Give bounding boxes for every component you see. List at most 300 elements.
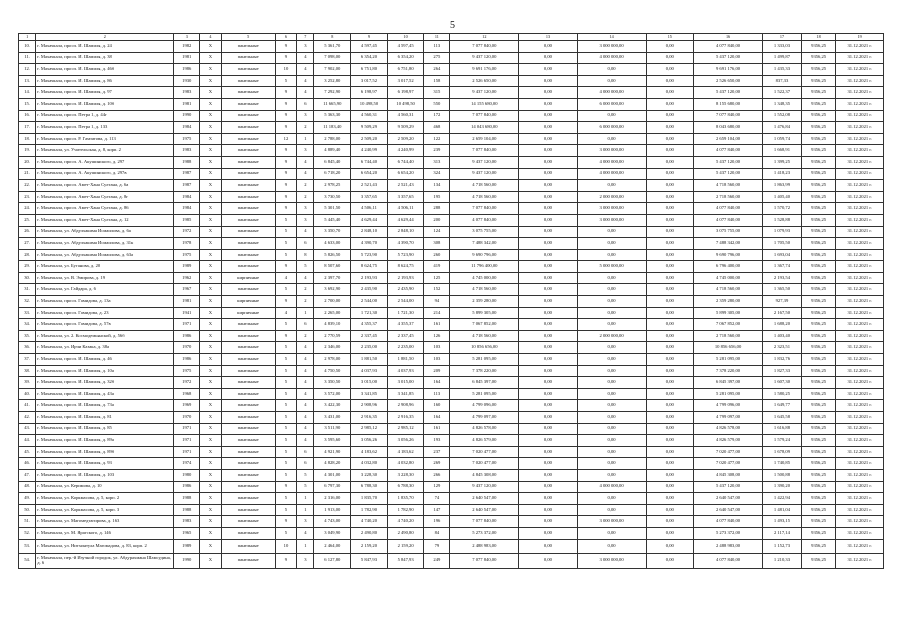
table-cell: 31.12.2021 г. [836, 203, 884, 215]
column-number-12: 12 [450, 34, 519, 41]
address-cell: г. Махачкала, ул. Коркмасова, д. 5, корп. 3 [36, 504, 174, 516]
table-cell: Х [200, 342, 222, 354]
column-number-19: 19 [836, 34, 884, 41]
table-cell: 2 [297, 122, 314, 134]
table-row [19, 41, 884, 53]
address-cell: г. Махачкала, ул. Магомедтагирова, д. 163 [36, 516, 174, 528]
table-cell: 29. [19, 261, 36, 273]
table-cell: 4 [297, 400, 314, 412]
address-cell: г. Махачкала, просп. И. Шамиля, д. 46 [36, 354, 174, 366]
column-number-7: 7 [297, 34, 314, 41]
table-cell: 6 127,80 [314, 554, 351, 569]
table-cell: Х [200, 319, 222, 331]
table-cell: 1 210,33 [763, 554, 802, 569]
table-cell: панельные [221, 504, 275, 516]
table-cell: 4 718 560,00 [450, 330, 519, 342]
table-cell: Х [200, 458, 222, 470]
table-cell: 15. [19, 98, 36, 110]
table-cell: 3 000 000,00 [577, 145, 646, 157]
column-number-11: 11 [424, 34, 450, 41]
table-row [19, 527, 884, 539]
table-cell: 0,00 [646, 469, 693, 481]
table-cell: 9356,25 [801, 435, 836, 447]
table-cell: 4 032,80 [387, 458, 424, 470]
table-cell: 38. [19, 365, 36, 377]
table-cell: 1984 [174, 122, 200, 134]
table-cell: 161 [424, 423, 450, 435]
column-number-3: 3 [174, 34, 200, 41]
table-cell: 1 827,33 [763, 365, 802, 377]
table-cell: панельные [221, 75, 275, 87]
table-cell: Х [200, 191, 222, 203]
table-cell: 0,00 [519, 412, 577, 424]
table-cell: 313 [424, 156, 450, 168]
housing-register-table [18, 33, 884, 569]
table-cell: 6 845 397,00 [694, 377, 763, 389]
table-cell: 5 826,50 [314, 249, 351, 261]
table-cell: 2 265,00 [314, 307, 351, 319]
table-cell: Х [200, 272, 222, 284]
table-cell: 0,00 [519, 238, 577, 250]
column-number-8: 8 [314, 34, 351, 41]
table-cell: 0,00 [646, 226, 693, 238]
table-cell: 0,00 [646, 52, 693, 64]
table-cell: 1 399,25 [763, 156, 802, 168]
table-row [19, 284, 884, 296]
table-cell: 2 117,14 [763, 527, 802, 539]
address-cell: г. Махачкала, просп. А. Акушинского, д. 297 [36, 156, 174, 168]
table-cell: 2 770,59 [314, 330, 351, 342]
table-cell: 2 337,45 [351, 330, 388, 342]
table-cell: 9356,25 [801, 75, 836, 87]
table-cell: 5 [275, 412, 297, 424]
table-cell: 1971 [174, 423, 200, 435]
table-cell: 550 [424, 98, 450, 110]
table-cell: панельные [221, 412, 275, 424]
table-cell: 16. [19, 110, 36, 122]
table-cell: 2 235,00 [351, 342, 388, 354]
table-cell: 4 000 000,00 [577, 52, 646, 64]
table-cell: 3 [297, 516, 314, 528]
table-cell: 0,00 [577, 226, 646, 238]
table-cell: Х [200, 156, 222, 168]
table-cell: 3 000 000,00 [577, 41, 646, 53]
table-cell: 1984 [174, 191, 200, 203]
table-cell: 1 [297, 493, 314, 505]
table-cell: 49. [19, 493, 36, 505]
table-cell: 0,00 [577, 75, 646, 87]
table-cell: 0,00 [646, 98, 693, 110]
table-cell: панельные [221, 481, 275, 493]
table-cell: панельные [221, 214, 275, 226]
table-cell: 3 357,65 [387, 191, 424, 203]
table-cell: 31.12.2021 г. [836, 469, 884, 481]
table-cell: 0,00 [519, 504, 577, 516]
table-row [19, 75, 884, 87]
table-cell: 9356,25 [801, 156, 836, 168]
table-cell: 1 365,50 [763, 284, 802, 296]
table-cell: 31.12.2021 г. [836, 145, 884, 157]
column-number-5: 5 [221, 34, 275, 41]
table-cell: Х [200, 446, 222, 458]
table-cell: 1 705,50 [763, 238, 802, 250]
table-cell: 0,00 [519, 481, 577, 493]
address-cell: г. Махачкала, просп. А. Акушинского, д. 297в [36, 168, 174, 180]
table-row [19, 87, 884, 99]
table-cell: 5 723,90 [351, 249, 388, 261]
table-cell: 0,00 [577, 180, 646, 192]
table-cell: 2 916,35 [351, 412, 388, 424]
table-cell: 5 [275, 249, 297, 261]
table-cell: 3 341,85 [387, 388, 424, 400]
table-cell: 2 521,43 [387, 180, 424, 192]
table-cell: панельные [221, 435, 275, 447]
table-cell: 4 839,10 [314, 319, 351, 331]
table-cell: 3 252,80 [314, 75, 351, 87]
table-cell: 0,00 [646, 388, 693, 400]
table-cell: 14. [19, 87, 36, 99]
column-number-17: 17 [763, 34, 802, 41]
table-cell: 0,00 [519, 145, 577, 157]
table-row [19, 354, 884, 366]
table-cell: 1 500,88 [763, 469, 802, 481]
table-cell: панельные [221, 516, 275, 528]
table-cell: 3 000 000,00 [577, 554, 646, 569]
table-cell: 1969 [174, 400, 200, 412]
table-cell: 5 [275, 504, 297, 516]
table-cell: 927,39 [763, 296, 802, 308]
table-cell: 31.12.2021 г. [836, 87, 884, 99]
table-cell: 0,00 [519, 307, 577, 319]
table-cell: 5 281 095,00 [694, 354, 763, 366]
table-cell: 3 075 755,00 [450, 226, 519, 238]
table-cell: 1988 [174, 156, 200, 168]
table-cell: 9 691 176,00 [694, 64, 763, 76]
table-cell: панельные [221, 388, 275, 400]
table-cell: 103 [424, 354, 450, 366]
table-row [19, 377, 884, 389]
table-cell: кирпичные [221, 272, 275, 284]
table-cell: 0,00 [519, 41, 577, 53]
table-cell: 2 640 547,00 [694, 504, 763, 516]
table-cell: 3 350,70 [314, 226, 351, 238]
table-cell: 5 [275, 446, 297, 458]
table-cell: Х [200, 284, 222, 296]
table-cell: 2 490,80 [351, 527, 388, 539]
table-cell: 2 193,93 [387, 272, 424, 284]
table-cell: 4 390,70 [387, 238, 424, 250]
column-number-18: 18 [801, 34, 836, 41]
table-cell: 54. [19, 554, 36, 569]
table-cell: 30. [19, 272, 36, 284]
address-cell: г. Махачкала, просп. Петра 1, д. 133 [36, 122, 174, 134]
table-cell: 4 [297, 226, 314, 238]
table-cell: 1987 [174, 168, 200, 180]
table-cell: 4 718 560,00 [450, 191, 519, 203]
table-cell: 9 [275, 180, 297, 192]
table-cell: 0,00 [646, 481, 693, 493]
table-cell: 0,00 [646, 342, 693, 354]
table-cell: 31.12.2021 г. [836, 307, 884, 319]
table-cell: 9 [275, 41, 297, 53]
table-cell: Х [200, 469, 222, 481]
table-cell: 7 067 852,00 [694, 319, 763, 331]
table-cell: 5 [275, 388, 297, 400]
column-number-row [19, 34, 884, 41]
table-cell: 4 826 579,00 [694, 435, 763, 447]
table-cell: 94 [424, 296, 450, 308]
table-cell: 0,00 [519, 469, 577, 481]
table-cell: 31.12.2021 г. [836, 516, 884, 528]
table-cell: 134 [424, 180, 450, 192]
address-cell: г. Махачкала, ул. 2. Космодемьянской, д. 56б [36, 330, 174, 342]
table-cell: Х [200, 330, 222, 342]
table-cell: 9356,25 [801, 516, 836, 528]
table-cell: 9356,25 [801, 226, 836, 238]
table-cell: 28. [19, 249, 36, 261]
column-number-4: 4 [200, 34, 222, 41]
table-cell: 4 629,44 [387, 214, 424, 226]
table-cell: Х [200, 214, 222, 226]
table-cell: 9 509,29 [387, 122, 424, 134]
table-cell: панельные [221, 64, 275, 76]
table-cell: 0,00 [519, 423, 577, 435]
table-cell: 4 629,44 [351, 214, 388, 226]
table-cell: 0,00 [519, 284, 577, 296]
table-cell: 6 845,40 [314, 156, 351, 168]
table-cell: 9356,25 [801, 412, 836, 424]
table-cell: 9356,25 [801, 446, 836, 458]
table-cell: 4 799 097,00 [450, 412, 519, 424]
table-cell: 46. [19, 458, 36, 470]
table-cell: 31.12.2021 г. [836, 539, 884, 554]
table-cell: 9356,25 [801, 330, 836, 342]
table-cell: 2 193,54 [763, 272, 802, 284]
table-cell: Х [200, 516, 222, 528]
table-row [19, 122, 884, 134]
table-cell: 6 845 397,00 [450, 377, 519, 389]
table-cell: 3 730,50 [314, 191, 351, 203]
table-cell: 0,00 [646, 412, 693, 424]
table-cell: 6 744,40 [387, 156, 424, 168]
table-cell: 1 616,88 [763, 423, 802, 435]
table-cell: 5 [275, 493, 297, 505]
table-cell: 2 916,35 [387, 412, 424, 424]
table-cell: 8 043 680,00 [694, 122, 763, 134]
table-cell: кирпичные [221, 296, 275, 308]
table-cell: Х [200, 87, 222, 99]
table-cell: Х [200, 122, 222, 134]
table-cell: 1986 [174, 354, 200, 366]
table-cell: 0,00 [646, 423, 693, 435]
table-cell: 5 363,30 [314, 110, 351, 122]
table-cell: Х [200, 388, 222, 400]
table-cell: панельные [221, 156, 275, 168]
table-cell: 0,00 [577, 400, 646, 412]
table-cell: 1987 [174, 180, 200, 192]
table-cell: 0,00 [519, 319, 577, 331]
table-cell: 9 437 120,00 [450, 87, 519, 99]
address-cell: г. Махачкала, ул. М. Ярагского, д. 146 [36, 527, 174, 539]
table-cell: 0,00 [646, 145, 693, 157]
table-cell: 5 [275, 342, 297, 354]
table-cell: 2 193,93 [351, 272, 388, 284]
table-cell: 0,00 [646, 354, 693, 366]
table-cell: 9 [275, 516, 297, 528]
table-cell: 5 281 095,00 [694, 388, 763, 400]
page-number: 5 [450, 20, 455, 31]
table-cell: 0,00 [577, 388, 646, 400]
table-cell: панельные [221, 377, 275, 389]
table-cell: 0,00 [646, 307, 693, 319]
table-cell: 5 301,50 [314, 203, 351, 215]
table-cell: 0,00 [646, 435, 693, 447]
table-cell: 1 580,25 [763, 388, 802, 400]
table-cell: 0,00 [577, 296, 646, 308]
table-cell: 31.12.2021 г. [836, 284, 884, 296]
table-cell: 9356,25 [801, 122, 836, 134]
table-cell: 419 [424, 261, 450, 273]
table-cell: 0,00 [646, 64, 693, 76]
table-cell: панельные [221, 191, 275, 203]
table-cell: 3 000 000,00 [577, 516, 646, 528]
table-cell: 9356,25 [801, 296, 836, 308]
table-cell: 0,00 [577, 319, 646, 331]
table-cell: 209 [424, 365, 450, 377]
table-cell: 5 [275, 226, 297, 238]
table-row [19, 214, 884, 226]
table-cell: панельные [221, 41, 275, 53]
table-row [19, 365, 884, 377]
table-cell: 5 [275, 284, 297, 296]
table-cell: 17. [19, 122, 36, 134]
table-row [19, 52, 884, 64]
table-cell: 1984 [174, 203, 200, 215]
table-cell: 4 [275, 307, 297, 319]
table-cell: Х [200, 238, 222, 250]
table-cell: 5 [275, 377, 297, 389]
table-cell: 1930 [174, 75, 200, 87]
table-cell: 5 [275, 214, 297, 226]
table-cell: 0,00 [646, 539, 693, 554]
table-cell: 1986 [174, 481, 200, 493]
table-cell: 200 [424, 214, 450, 226]
table-cell: 1 607,30 [763, 377, 802, 389]
table-cell: 3 017,52 [387, 75, 424, 87]
table-row [19, 226, 884, 238]
table-cell: 31. [19, 284, 36, 296]
table-cell: 7 020 477,00 [694, 458, 763, 470]
table-cell: Х [200, 296, 222, 308]
table-cell: 8 155 680,00 [694, 98, 763, 110]
address-cell: г. Махачкала, просп. Амет-Хана Султана, д. 8г [36, 191, 174, 203]
address-cell: г. Махачкала, просп. Гамидова, д. 57в [36, 319, 174, 331]
table-cell: Х [200, 110, 222, 122]
table-cell: 2 359 280,00 [450, 296, 519, 308]
table-cell: 31.12.2021 г. [836, 481, 884, 493]
table-cell: 214 [424, 307, 450, 319]
table-cell: 27. [19, 238, 36, 250]
table-cell: 24. [19, 203, 36, 215]
address-cell: г. Махачкала, просп. Амет-Хана Султана, д. 12 [36, 214, 174, 226]
table-cell: 9356,25 [801, 180, 836, 192]
table-cell: 1968 [174, 388, 200, 400]
table-cell: 3 572,00 [314, 388, 351, 400]
table-cell: 0,00 [646, 330, 693, 342]
table-cell: 3 228,30 [387, 469, 424, 481]
table-cell: 1983 [174, 516, 200, 528]
table-cell: 5 899 305,00 [694, 307, 763, 319]
address-cell: г. Махачкала, ул. Гайдара, д. 6 [36, 284, 174, 296]
address-cell: г. Махачкала, просп. И. Шамиля, д. 86 [36, 75, 174, 87]
table-cell: панельные [221, 145, 275, 157]
table-cell: 36. [19, 342, 36, 354]
table-cell: 5 445,40 [314, 214, 351, 226]
table-cell: 1970 [174, 342, 200, 354]
table-cell: 2 000 000,00 [577, 191, 646, 203]
table-cell: 5 899 305,00 [450, 307, 519, 319]
table-cell: 3 431,00 [314, 412, 351, 424]
table-cell: 9 [275, 98, 297, 110]
table-cell: 2 659 104,00 [694, 133, 763, 145]
table-cell: 0,00 [646, 504, 693, 516]
table-cell: 0,00 [577, 493, 646, 505]
table-cell: 9356,25 [801, 214, 836, 226]
table-cell: 2 718 560,00 [694, 191, 763, 203]
table-cell: 31.12.2021 г. [836, 412, 884, 424]
table-cell: 2 526 650,00 [694, 75, 763, 87]
table-cell: 2 316,00 [314, 493, 351, 505]
table-cell: 5 273 372,00 [450, 527, 519, 539]
table-cell: 5 000 000,00 [577, 261, 646, 273]
table-cell: 4 000 000,00 [577, 87, 646, 99]
table-cell: 2 509,20 [387, 133, 424, 145]
table-cell: панельные [221, 493, 275, 505]
table-cell: 74 [424, 493, 450, 505]
table-cell: 193 [424, 435, 450, 447]
table-cell: 0,00 [646, 319, 693, 331]
table-cell: 4 718 560,00 [450, 284, 519, 296]
table-cell: 4 240,99 [351, 145, 388, 157]
table-cell: 9356,25 [801, 41, 836, 53]
table-cell: 12 [275, 133, 297, 145]
table-cell: 8 [297, 249, 314, 261]
table-cell: 0,00 [577, 342, 646, 354]
table-cell: 5 847,93 [387, 554, 424, 569]
table-cell: 0,00 [577, 133, 646, 145]
table-cell: 0,00 [519, 249, 577, 261]
table-cell: 26. [19, 226, 36, 238]
table-cell: 1972 [174, 226, 200, 238]
table-cell: 9356,25 [801, 203, 836, 215]
table-cell: 9356,25 [801, 238, 836, 250]
table-cell: 196 [424, 516, 450, 528]
table-cell: 1988 [174, 504, 200, 516]
table-cell: 0,00 [577, 446, 646, 458]
table-cell: 0,00 [577, 435, 646, 447]
table-cell: 4 718 560,00 [450, 180, 519, 192]
table-row [19, 249, 884, 261]
table-cell: 31.12.2021 г. [836, 554, 884, 569]
table-cell: 1981 [174, 52, 200, 64]
table-cell: 195 [424, 191, 450, 203]
table-row [19, 554, 884, 569]
table-cell: 0,00 [646, 527, 693, 539]
table-cell: Х [200, 400, 222, 412]
table-cell: 2 509,20 [351, 133, 388, 145]
table-cell: 6 000 000,00 [577, 122, 646, 134]
table-cell: 34. [19, 319, 36, 331]
